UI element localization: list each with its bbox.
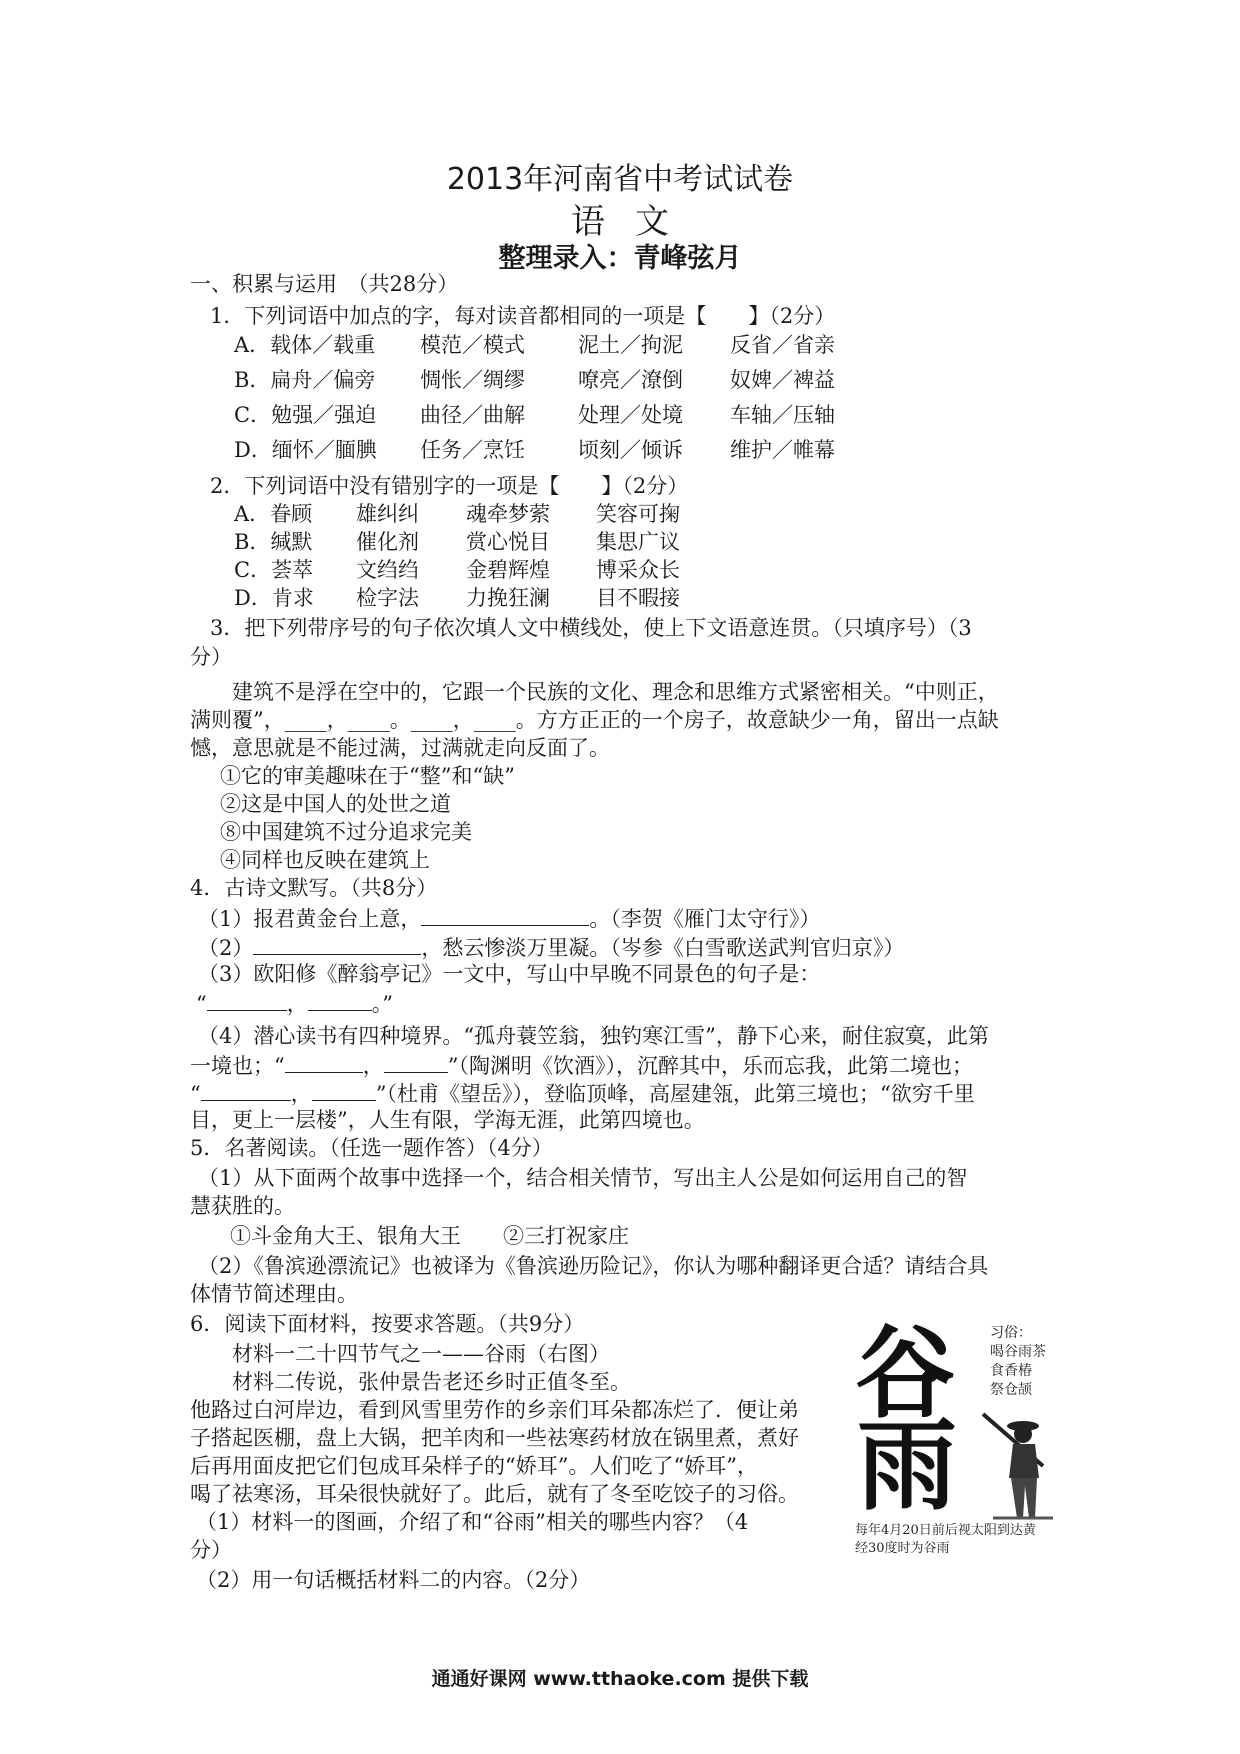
material-two-text: 他路过白河岸边，看到风雪里劳作的乡亲们耳朵都冻烂了．便让弟	[190, 1398, 799, 1422]
q3-stem: 3．把下列带序号的句子依次填人文中横线处，使上下文语意连贯。（只填序号）（3	[210, 616, 972, 640]
q1-option: 奴婢／裨益	[730, 368, 835, 392]
q1-option: 曲径／曲解	[420, 403, 525, 427]
q5-choices: ①斗金角大王、银角大王 ②三打祝家庄	[230, 1224, 629, 1248]
answer-blank[interactable]	[308, 988, 372, 1011]
q1-option: 车轴／压轴	[730, 403, 835, 427]
q4-line2	[198, 932, 904, 962]
q6-sub1: （1）材料一的图画，介绍了和“谷雨”相关的哪些内容？（4	[196, 1510, 749, 1534]
q1-option: A．载体／载重	[234, 333, 376, 357]
q4-line4: （4）潜心读书有四种境界。“孤舟蓑笠翁，独钓寒江雪”，静下心来，耐住寂寞，此第	[198, 1024, 989, 1048]
q5-line: （2）《鲁滨逊漂流记》也被译为《鲁滨逊历险记》，你认为哪种翻译更合适？请结合具	[198, 1254, 989, 1278]
q4-line3: （3）欧阳修《醉翁亭记》一文中，写山中早晚不同景色的句子是：	[198, 962, 821, 986]
q4-text: 。”	[371, 992, 393, 1016]
q2-option: 博采众长	[596, 558, 680, 582]
material-one: 材料一二十四节气之一——谷雨（右图）	[232, 1342, 610, 1366]
q3-paragraph: 满则覆”，____，____。____，____。方方正正的一个房子，故意缺少一角，留出一点缺	[190, 708, 999, 732]
q4-text: 。（李贺《雁门太守行》）	[589, 907, 821, 931]
q4-text: 一境也；“	[190, 1054, 285, 1078]
q3-item: ②这是中国人的处世之道	[220, 792, 451, 816]
q4-text: ，	[362, 1054, 384, 1078]
q3-item: ⑧中国建筑不过分追求完美	[220, 820, 472, 844]
q4-text: ，	[290, 1082, 312, 1106]
exam-title: 2013年河南省中考试试卷	[446, 162, 794, 197]
q3-paragraph: 憾，意思就是不能过满，过满就走向反面了。	[190, 736, 610, 760]
poster-customs	[990, 1324, 1046, 1400]
poster-char-yu: 雨	[857, 1406, 957, 1524]
download-footer: 通通好课网 www.tthaoke.com 提供下载	[431, 1668, 809, 1690]
q2-option: B．缄默	[234, 530, 313, 554]
q2-option: 雄纠纠	[356, 502, 419, 526]
answer-blank[interactable]	[253, 932, 421, 955]
q2-option: 魂牵梦萦	[466, 502, 550, 526]
q4-text: ，愁云惨淡万里凝。（岑参《白雪歌送武判官归京》）	[421, 936, 905, 960]
poster-text: 喝谷雨茶	[990, 1344, 1046, 1360]
q3-item: ④同样也反映在建筑上	[220, 848, 430, 872]
q1-option: C．勉强／强迫	[234, 403, 377, 427]
q4-line6	[190, 1078, 975, 1108]
q1-option: 模范／模式	[420, 333, 525, 357]
q4-line5	[190, 1050, 973, 1080]
q4-line1	[198, 903, 820, 933]
answer-blank[interactable]	[421, 903, 589, 926]
answer-blank[interactable]	[285, 1050, 363, 1073]
q2-option: 金碧辉煌	[466, 558, 550, 582]
q2-option: A．眷顾	[234, 502, 313, 526]
q4-line7: 目，更上一层楼”，人生有限，学海无涯，此第四境也。	[190, 1108, 705, 1132]
farmer-figure-icon	[973, 1406, 1068, 1524]
q1-option: 处理／处境	[578, 403, 683, 427]
answer-blank[interactable]	[384, 1050, 448, 1073]
q3-item: ①它的审美趣味在于“整”和“缺”	[220, 764, 515, 788]
q2-option: 赏心悦目	[466, 530, 550, 554]
q1-option: 任务／烹饪	[420, 438, 525, 462]
q1-option: D．缅怀／腼腆	[234, 438, 377, 462]
poster-text: 食香椿	[990, 1363, 1032, 1379]
poster-text: 经30度时为谷雨	[855, 1541, 950, 1556]
q2-option: 目不暇接	[596, 586, 680, 610]
q4-text: （1）报君黄金台上意，	[198, 907, 422, 931]
poster-text: 习俗：	[990, 1325, 1032, 1341]
q2-option: D．肯求	[234, 586, 314, 610]
q5-line: 慧获胜的。	[190, 1194, 295, 1218]
q2-option: 笑容可掬	[596, 502, 680, 526]
material-two-text: 喝了祛寒汤，耳朵很快就好了。此后，就有了冬至吃饺子的习俗。	[190, 1482, 799, 1506]
q2-option: 文绉绉	[356, 558, 419, 582]
q4-text: ”（陶渊明《饮酒》），沉醉其中，乐而忘我，此第二境也；	[447, 1054, 973, 1078]
material-two: 材料二传说，张仲景告老还乡时正值冬至。	[232, 1370, 631, 1394]
q1-option: 顷刻／倾诉	[578, 438, 683, 462]
q1-option: 惆怅／绸缪	[420, 368, 525, 392]
answer-blank[interactable]	[312, 1078, 376, 1101]
q1-option: 反省／省亲	[730, 333, 835, 357]
q4-line3-blanks	[196, 988, 393, 1018]
q5-line: （1）从下面两个故事中选择一个，结合相关情节，写出主人公是如何运用自己的智	[198, 1166, 968, 1190]
answer-blank[interactable]	[207, 988, 287, 1011]
q5-line: 体情节简述理由。	[190, 1282, 358, 1306]
subject-title: 语文	[571, 202, 699, 242]
q4-text: “	[190, 1082, 201, 1106]
q4-text: ，	[286, 992, 308, 1016]
q1-option: B．扁舟／偏旁	[234, 368, 376, 392]
q2-option: 催化剂	[356, 530, 419, 554]
q1-stem: 1．下列词语中加点的字，每对读音都相同的一项是【 】（2分）	[210, 304, 836, 328]
q5-stem: 5．名著阅读。（任选一题作答）（4分）	[190, 1136, 553, 1160]
q4-text: “	[196, 992, 207, 1016]
section-heading: 一、积累与运用 （共28分）	[190, 272, 459, 296]
q4-text: ”（杜甫《望岳》），登临顶峰，高屋建瓴，此第三境也；“欲穷千里	[375, 1082, 975, 1106]
guyu-poster	[855, 1314, 1070, 1563]
q2-option: 集思广议	[596, 530, 680, 554]
q3-paragraph: 建筑不是浮在空中的，它跟一个民族的文化、理念和思维方式紧密相关。“中则正，	[232, 680, 999, 704]
q2-option: C．荟萃	[234, 558, 314, 582]
q2-option: 检字法	[356, 586, 419, 610]
q2-stem: 2．下列词语中没有错别字的一项是【 】（2分）	[210, 474, 689, 498]
poster-char-gu: 谷	[855, 1314, 955, 1432]
poster-text: 每年4月20日前后视太阳到达黄	[855, 1523, 1036, 1538]
q2-option: 力挽狂澜	[466, 586, 550, 610]
compiler-line: 整理录入：青峰弦月	[498, 243, 742, 274]
q1-option: 嘹亮／潦倒	[578, 368, 683, 392]
q6-stem: 6．阅读下面材料，按要求答题。（共9分）	[190, 1312, 585, 1336]
q6-sub1-cont: 分）	[190, 1538, 232, 1562]
poster-caption	[855, 1522, 1036, 1558]
q3-stem-cont: 分）	[190, 645, 232, 669]
answer-blank[interactable]	[201, 1078, 291, 1101]
poster-text: 祭仓颉	[990, 1382, 1032, 1398]
q1-option: 泥土／拘泥	[578, 333, 683, 357]
q1-option: 维护／帷幕	[730, 438, 835, 462]
q4-text: （2）	[198, 936, 254, 960]
q6-sub2: （2）用一句话概括材料二的内容。（2分）	[196, 1568, 591, 1592]
material-two-text: 后再用面皮把它们包成耳朵样子的“娇耳”。人们吃了“娇耳”，	[190, 1454, 758, 1478]
material-two-text: 子搭起医棚，盘上大锅，把羊肉和一些祛寒药材放在锅里煮，煮好	[190, 1426, 799, 1450]
q4-stem: 4．古诗文默写。（共8分）	[190, 876, 438, 900]
